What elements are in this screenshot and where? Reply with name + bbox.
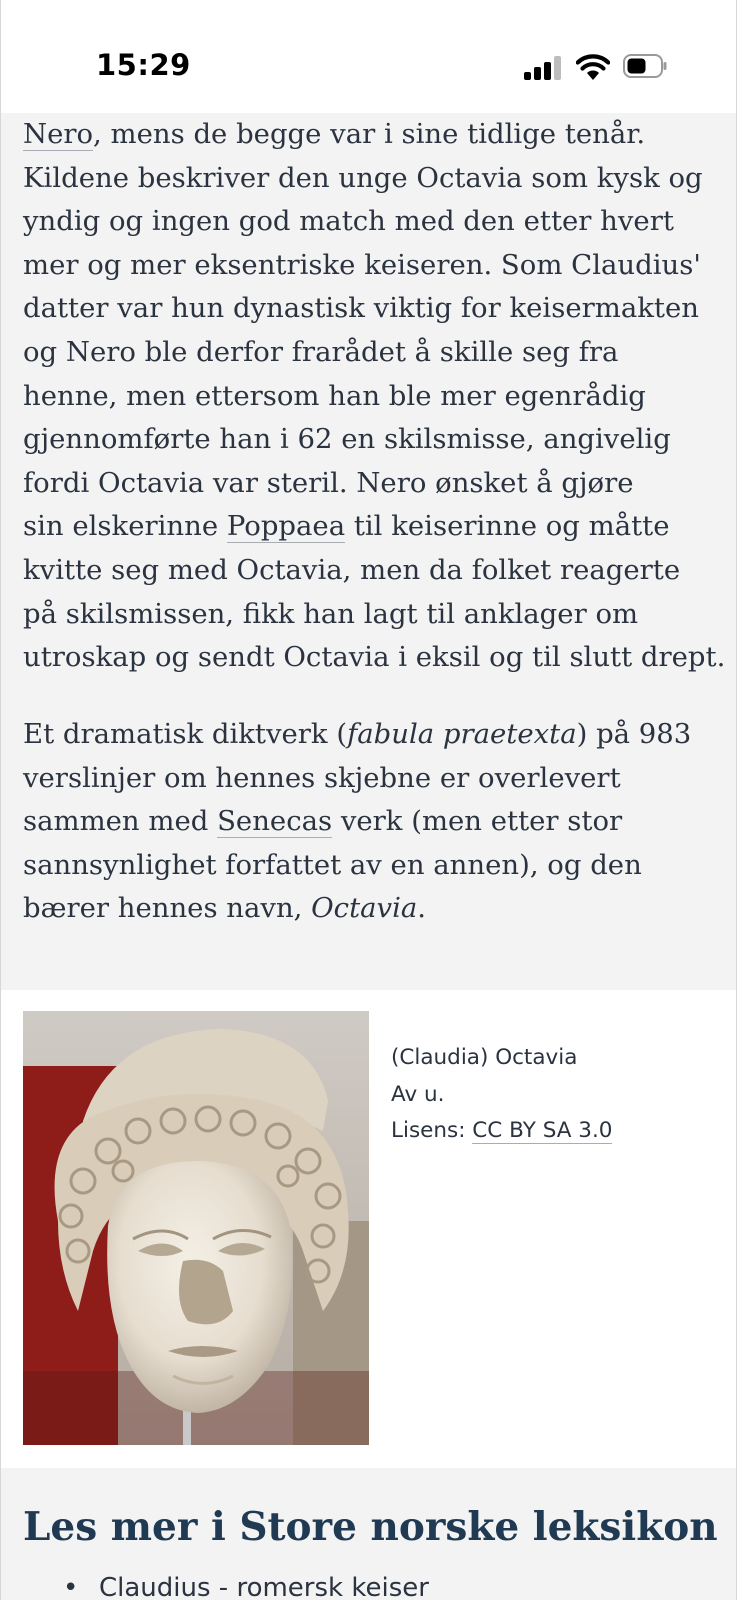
license-link[interactable]: CC BY SA 3.0: [472, 1118, 613, 1143]
text-segment: .: [417, 892, 427, 925]
status-bar: [1, 0, 736, 113]
octavia-portrait-image[interactable]: [23, 1011, 369, 1445]
text-line: sannsynlighet forfattet av en annen), og den: [23, 848, 642, 881]
article-body: [1, 113, 736, 990]
text-line: gjennomførte han i 62 en skilsmisse, angivelig: [23, 423, 671, 456]
text-line: henne, men ettersom han ble mer egenrådig: [23, 379, 646, 412]
license-label: Lisens:: [391, 1118, 473, 1143]
read-more-link-claudius[interactable]: Claudius - romersk keiser: [99, 1573, 429, 1600]
text-segment: bærer hennes navn,: [23, 892, 312, 925]
list-item: [23, 1573, 429, 1600]
text-line: verslinjer om hennes skjebne er overlevert: [23, 761, 621, 794]
text-line: utroskap og sendt Octavia i eksil og til slutt drept.: [23, 641, 726, 674]
text-line: datter var hun dynastisk viktig for keisermakten: [23, 292, 699, 325]
status-time: 15:29: [96, 48, 191, 82]
text-segment: sammen med: [23, 805, 218, 838]
text-segment: til keiserinne og måtte: [345, 510, 670, 543]
cellular-signal-icon: [524, 56, 564, 80]
text-line: Kildene beskriver den unge Octavia som kysk og: [23, 161, 703, 194]
read-more-list: [23, 1573, 429, 1600]
wifi-icon: [576, 53, 610, 81]
text-line: mer og mer eksentriske keiseren. Som Claudius': [23, 248, 701, 281]
link-poppaea[interactable]: Poppaea: [226, 510, 346, 543]
text-segment: verk (men etter stor: [332, 805, 623, 838]
text-line: kvitte seg med Octavia, men da folket reagerte: [23, 553, 681, 586]
caption-author: Av u.: [391, 1081, 445, 1107]
battery-icon: [623, 54, 667, 78]
text-line: fordi Octavia var steril. Nero ønsket å gjøre: [23, 466, 634, 499]
link-nero[interactable]: Nero: [23, 118, 94, 150]
italic-title: Octavia: [311, 892, 418, 925]
text-line: yndig og ingen god match med den etter hvert: [23, 205, 674, 238]
article-paragraph-2: [23, 713, 723, 931]
text-segment: sin elskerinne: [23, 510, 227, 543]
text-line: og Nero ble derfor frarådet å skille seg fra: [23, 335, 619, 368]
image-caption: [391, 1040, 612, 1150]
text-segment: ) på 983: [576, 718, 692, 750]
read-more-title: Les mer i Store norske leksikon: [23, 1504, 718, 1550]
link-senecas[interactable]: Senecas: [217, 805, 333, 838]
article-paragraph-1: [23, 113, 726, 680]
read-more-section: [1, 1468, 736, 1600]
figure-block: [1, 990, 736, 1468]
caption-title: (Claudia) Octavia: [391, 1045, 578, 1070]
text-segment: Et dramatisk diktverk (: [23, 718, 348, 750]
text-segment: , mens de begge var i sine tidlige tenår.: [93, 118, 646, 150]
italic-title: fabula praetexta: [347, 718, 577, 750]
text-line: på skilsmissen, fikk han lagt til anklager om: [23, 597, 639, 630]
